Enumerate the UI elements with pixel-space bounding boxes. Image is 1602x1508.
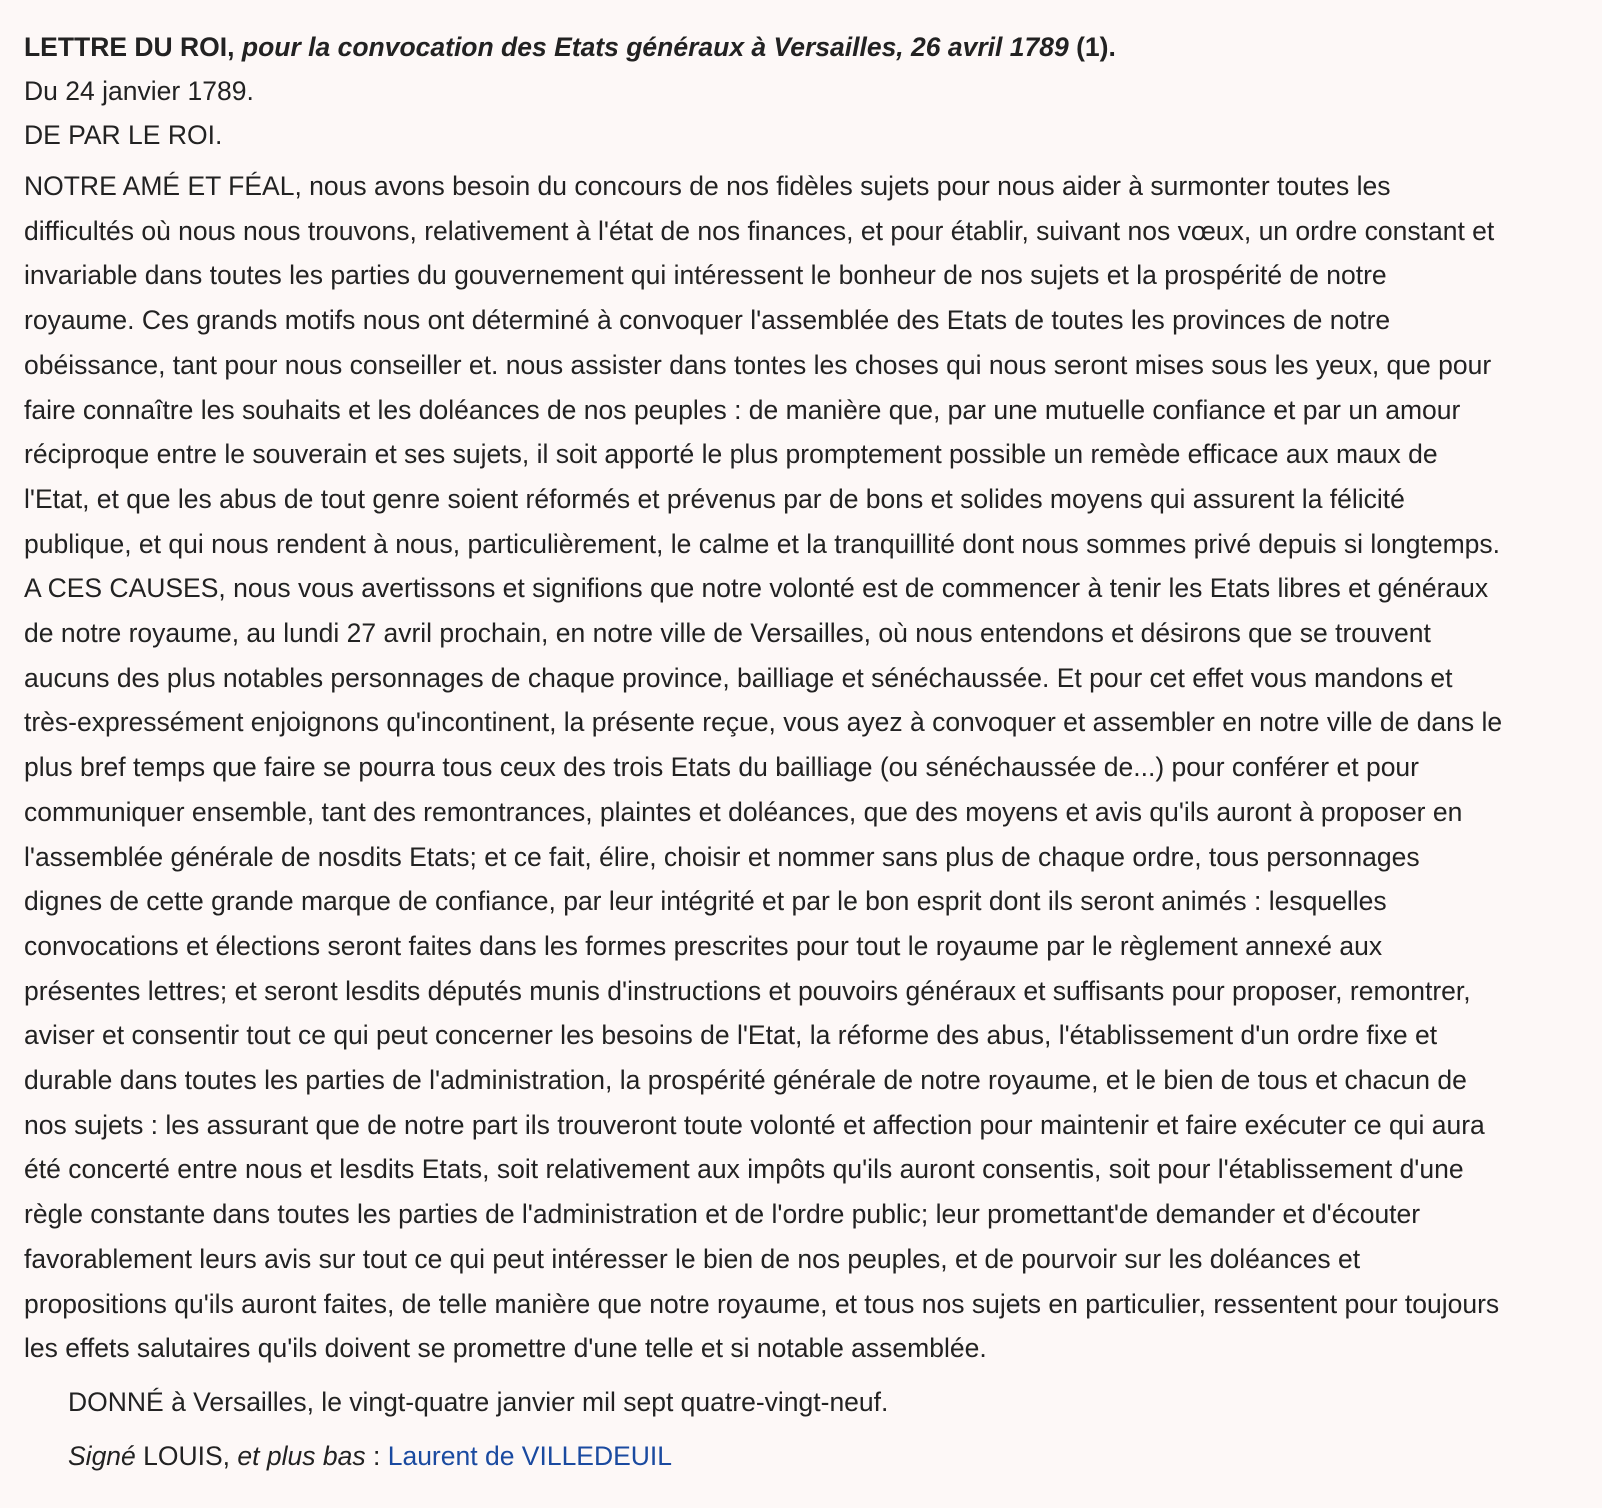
body-line: très-expressément enjoignons qu'incontinent, la présente reçue, vous ayez à convoquer et assembler en notre ville de dans le: [24, 707, 1503, 738]
signature-line: [68, 1433, 1578, 1479]
signed-label: Signé: [68, 1440, 136, 1471]
title-footnote-ref[interactable]: (1).: [1076, 32, 1116, 62]
body-line: communiquer ensemble, tant des remontrances, plaintes et doléances, que des moyens et avis qu'ils auront à proposer en: [24, 796, 1463, 827]
body-line: été concerté entre nous et lesdits Etats, soit relativement aux impôts qu'ils auront consentis, soit pour l'établissement d'une: [24, 1154, 1464, 1185]
body-line: convocations et élections seront faites dans les formes prescrites pour tout le royaume par le règlement annexé aux: [24, 930, 1383, 961]
body-line: réciproque entre le souverain et ses sujets, il soit apporté le plus promptement possible un remède efficace aux maux de: [24, 439, 1438, 470]
body-line: plus bref temps que faire se pourra tous ceux des trois Etats du bailliage (ou sénéchaussée de...) pour conférer et pour: [24, 752, 1419, 783]
body-line: NOTRE AMÉ ET FÉAL, nous avons besoin du concours de nos fidèles sujets pour nous aider à surmonter toutes les: [24, 171, 1391, 201]
body-line: obéissance, tant pour nous conseiller et. nous assister dans tontes les choses qui nous seront mises sous les yeux, que pour: [24, 349, 1492, 380]
body-line: dignes de cette grande marque de confiance, par leur intégrité et par le bon esprit dont ils seront animés : lesquelles: [24, 886, 1387, 917]
body-line: de notre royaume, au lundi 27 avril prochain, en notre ville de Versailles, où nous entendons et désirons que se trouvent: [24, 618, 1431, 649]
date-line: Du 24 janvier 1789.: [24, 76, 254, 106]
body-line: règle constante dans toutes les parties de l'administration et de l'ordre public; leur promettant'de demander et d'écouter: [24, 1199, 1421, 1230]
signature-colon: :: [372, 1440, 381, 1471]
body-line: aviser et consentir tout ce qui peut concerner les besoins de l'Etat, la réforme des abus, l'établissement d'un ordre fixe et: [24, 1020, 1438, 1051]
title-bold: LETTRE DU ROI,: [24, 32, 235, 62]
body-line: publique, et qui nous rendent à nous, particulièrement, le calme et la tranquillité dont nous sommes privé depuis si longtemps.: [24, 528, 1501, 559]
body-line: faire connaître les souhaits et les doléances de nos peuples : de manière que, par une mutuelle confiance et par un amour: [24, 394, 1461, 425]
countersigner-link[interactable]: Laurent de VILLEDEUIL: [387, 1440, 673, 1471]
body-line: propositions qu'ils auront faites, de telle manière que notre royaume, et tous nos sujets en particulier, ressentent pour toujours: [24, 1288, 1500, 1319]
letter-body: [24, 164, 1584, 1371]
authority-line: DE PAR LE ROI.: [24, 120, 223, 150]
body-line: nos sujets : les assurant que de notre part ils trouveront toute volonté et affection pour maintenir et faire exécuter ce qui aura: [24, 1109, 1485, 1140]
title-italic: pour la convocation des Etats généraux à Versailles, 26 avril 1789: [241, 32, 1069, 62]
body-line: l'assemblée générale de nosdits Etats; et ce fait, élire, choisir et nommer sans plus de chaque ordre, tous personnages: [24, 841, 1420, 872]
body-line: favorablement leurs avis sur tout ce qui peut intéresser le bien de nos peuples, et de pourvoir sur les doléances et: [24, 1243, 1361, 1274]
below-label: et plus bas: [237, 1440, 366, 1471]
closing-given-at: DONNÉ à Versailles, le vingt-quatre janvier mil sept quatre-vingt-neuf.: [68, 1386, 889, 1417]
body-line: aucuns des plus notables personnages de chaque province, bailliage et sénéchaussée. Et pour cet effet vous mandons et: [24, 662, 1453, 693]
body-line: les effets salutaires qu'ils doivent se promettre d'une telle et si notable assemblée.: [24, 1333, 987, 1364]
body-line: durable dans toutes les parties de l'administration, la prospérité générale de notre royaume, et le bien de tous et chacun de: [24, 1065, 1467, 1096]
document-title: [24, 25, 1578, 69]
body-line: difficultés où nous nous trouvons, relativement à l'état de nos finances, et pour établir, suivant nos vœux, un ordre constant et: [24, 215, 1495, 246]
body-line: présentes lettres; et seront lesdits députés munis d'instructions et pouvoirs généraux et suffisants pour proposer, remontrer,: [24, 975, 1471, 1006]
body-line: invariable dans toutes les parties du gouvernement qui intéressent le bonheur de nos sujets et la prospérité de notre: [24, 260, 1387, 291]
body-line: l'Etat, et que les abus de tout genre soient réformés et prévenus par de bons et solides moyens qui assurent la félicité: [24, 483, 1405, 514]
signer-name: LOUIS,: [143, 1440, 231, 1471]
body-line: A CES CAUSES, nous vous avertissons et signifions que notre volonté est de commencer à tenir les Etats libres et généraux: [24, 573, 1489, 604]
body-line: royaume. Ces grands motifs nous ont déterminé à convoquer l'assemblée des Etats de toutes les provinces de notre: [24, 305, 1391, 336]
